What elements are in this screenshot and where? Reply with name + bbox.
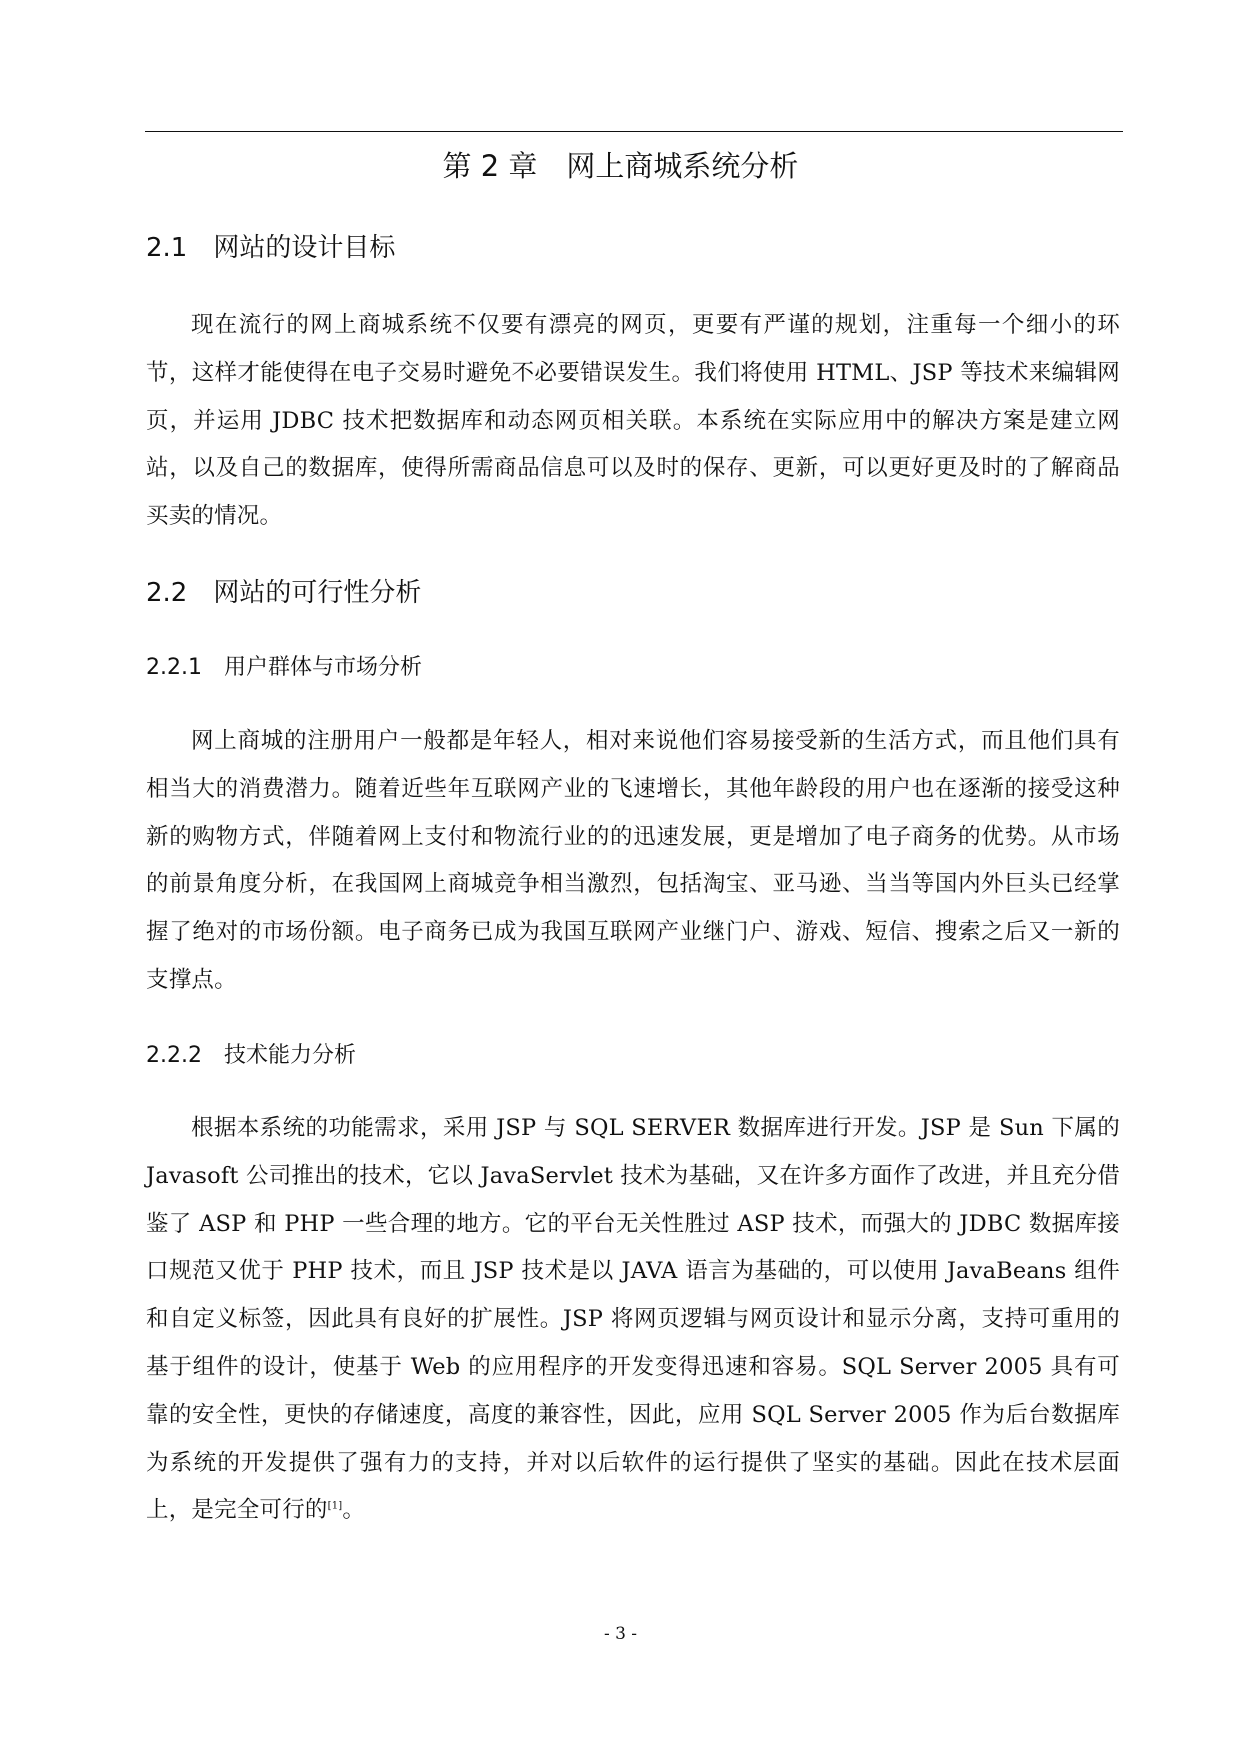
section-heading-2-1: 2.1 网站的设计目标 bbox=[146, 233, 396, 263]
subsection-heading-2-2-1: 2.2.1 用户群体与市场分析 bbox=[146, 655, 422, 680]
subsection-heading-2-2-2: 2.2.2 技术能力分析 bbox=[146, 1043, 356, 1068]
paragraph-design-goals: 现在流行的网上商城系统不仅要有漂亮的网页，更要有严谨的规划，注重每一个细小的环节，这样才能使得在电子交易时避免不必要错误发生。我们将使用 HTML、JSP 等技术来编辑网页，并运用 JDBC 技术把数据库和动态网页相关联。本系统在实际应用中的解决方案是建立网站，以及自己的数据库，使得所需商品信息可以及时的保存、更新，可以更好更及时的了解商品买卖的情况。 bbox=[146, 312, 1120, 530]
paragraph-user-market-analysis: 网上商城的注册用户一般都是年轻人，相对来说他们容易接受新的生活方式，而且他们具有相当大的消费潜力。随着近些年互联网产业的飞速增长，其他年龄段的用户也在逐渐的接受这种新的购物方式，伴随着网上支付和物流行业的的迅速发展，更是增加了电子商务的优势。从市场的前景角度分析，在我国网上商城竞争相当激烈，包括淘宝、亚马逊、当当等国内外巨头已经掌握了绝对的市场份额。电子商务已成为我国互联网产业继门户、游戏、短信、搜索之后又一新的支撑点。 bbox=[146, 728, 1120, 993]
chapter-title: 第 2 章 网上商城系统分析 bbox=[442, 149, 799, 183]
paragraph-technical-analysis-text: 根据本系统的功能需求，采用 JSP 与 SQL SERVER 数据库进行开发。JSP 是 Sun 下属的 Javasoft 公司推出的技术，它以 JavaServlet 技术为基础，又在许多方面作了改进，并且充分借鉴了 ASP 和 PHP 一些合理的地方。它的平台无关性胜过 ASP 技术，而强大的 JDBC 数据库接口规范又优于 PHP 技术，而且 JSP 技术是以 JAVA 语言为基础的，可以使用 JavaBeans 组件和自定义标签，因此具有良好的扩展性。JSP 将网页逻辑与网页设计和显示分离，支持可重用的基于组件的设计，使基于 Web 的应用程序的开发变得迅速和容易。SQL Server 2005 具有可靠的安全性，更快的存储速度，高度的兼容性，因此，应用 SQL Server 2005 作为后台数据库为系统的开发提供了强有力的支持，并对以后软件的运行提供了坚实的基础。因此在技术层面上，是完全可行的 bbox=[146, 1115, 1120, 1524]
paragraph-technical-analysis-end: 。 bbox=[342, 1497, 366, 1524]
paragraph-technical-analysis bbox=[146, 1105, 1120, 1535]
header-rule bbox=[145, 131, 1123, 132]
page-number: - 3 - bbox=[603, 1624, 638, 1644]
citation-marker: [1] bbox=[327, 1500, 343, 1512]
section-heading-2-2: 2.2 网站的可行性分析 bbox=[146, 578, 422, 608]
